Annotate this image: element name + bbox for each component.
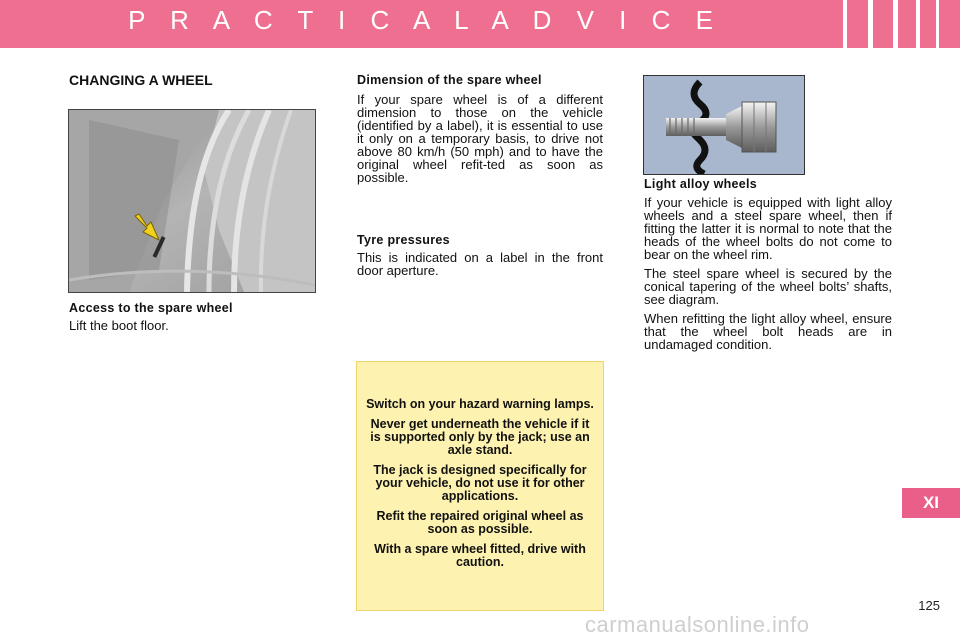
header-stripe [936,0,939,48]
tyre-pressures-text: This is indicated on a label in the front door aperture. [357,250,603,278]
spare-access-heading: Access to the spare wheel [69,301,233,315]
warning-item: Never get underneath the vehicle if it is supported only by the jack; use an axle stand. [370,417,590,457]
tyre-pressures-heading: Tyre pressures [357,233,450,247]
alloy-wheels-heading: Light alloy wheels [644,177,758,191]
section-title: CHANGING A WHEEL [69,72,213,88]
boot-floor-illustration [69,110,315,292]
boot-floor-photo [68,109,316,293]
header-stripe [916,0,920,48]
page-header [0,0,960,48]
warning-item: Switch on your hazard warning lamps. [366,397,594,411]
bolt-shaft [666,118,726,136]
warning-item: With a spare wheel fitted, drive with caution. [374,542,586,569]
watermark: carmanualsonline.info [585,612,810,637]
alloy-wheels-paragraph: When refitting the light alloy wheel, ensure that the wheel bolt heads are in undamaged condition. [644,311,892,352]
page-number: 125 [918,598,940,613]
bolt-head [742,102,776,152]
header-stripe [843,0,847,48]
wheel-bolt-diagram [644,76,804,174]
wheel-bolt-photo [643,75,805,175]
warning-item: Refit the repaired original wheel as soon as possible. [376,509,584,536]
chapter-tab: XI [902,488,960,518]
alloy-wheels-paragraph: If your vehicle is equipped with light alloy wheels and a steel spare wheel, then if fitting the latter it is normal to note that the heads of the wheel bolts do not come to bear on the wheel rim. [644,195,892,262]
warning-item: The jack is designed specifically for your vehicle, do not use it for other applications. [373,463,587,503]
header-stripe [893,0,898,48]
safety-warning-box [356,361,604,611]
header-stripe [868,0,873,48]
alloy-wheels-paragraph: The steel spare wheel is secured by the conical tapering of the wheel bolts’ shafts, see diagram. [644,266,892,307]
spare-access-text: Lift the boot floor. [69,318,169,333]
page-title: P R A C T I C A L A D V I C E [128,5,722,35]
spare-dimension-text: If your spare wheel is of a different dimension to those on the vehicle (identified by a label), it is essential to use it only on a temporary basis, to drive not above 80 km/h (50 mph) and to have the original wheel refit-ted as soon as possible. [357,92,603,185]
alloy-wheels-section [644,177,892,357]
spare-dimension-heading: Dimension of the spare wheel [357,73,542,87]
